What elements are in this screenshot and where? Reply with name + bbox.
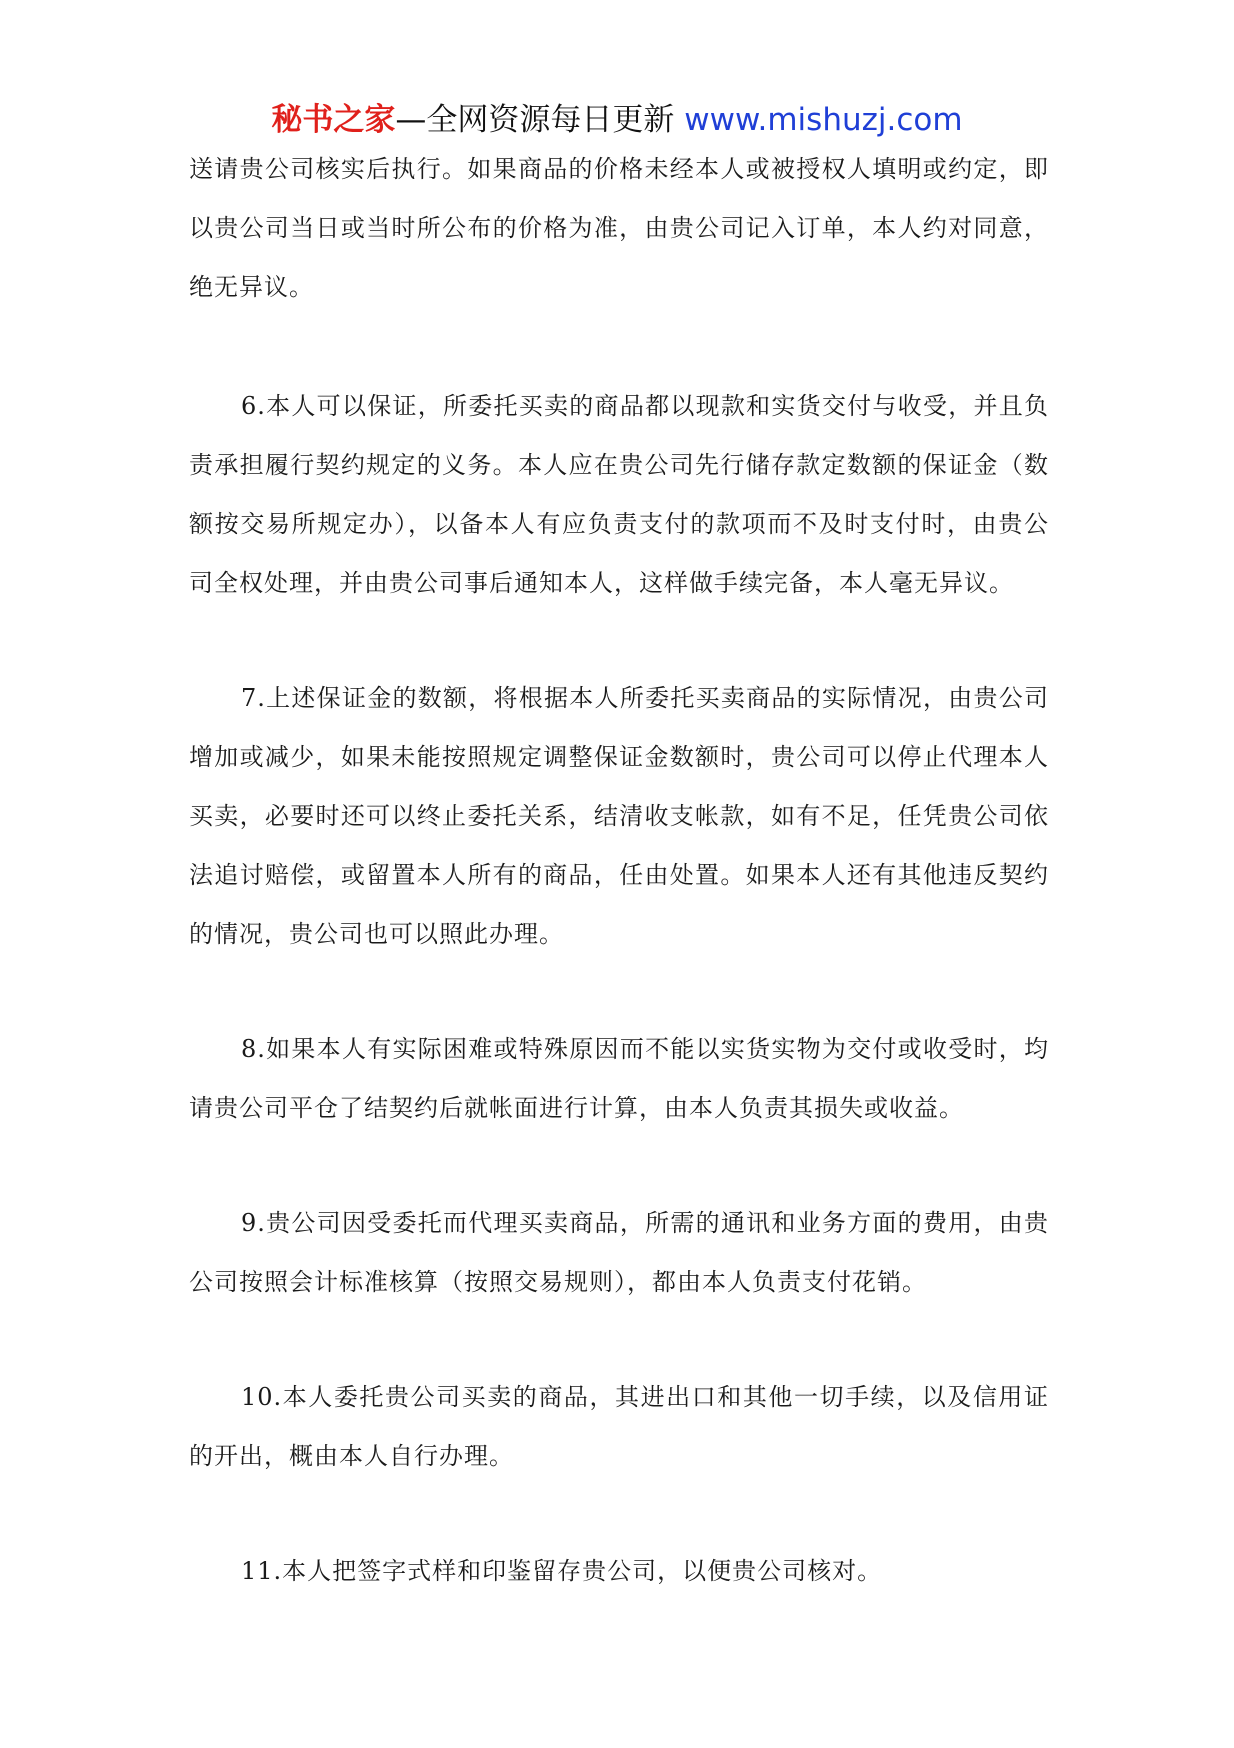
clause-7: 7.上述保证金的数额，将根据本人所委托买卖商品的实际情况，由贵公司增加或减少，如果未能按照规定调整保证金数额时，贵公司可以停止代理本人买卖，必要时还可以终止委托关系，结清收支帐款，如有不足，任凭贵公司依法追讨赔偿，或留置本人所有的商品，任由处置。如果本人还有其他违反契约的情况，贵公司也可以照此办理。 [189, 684, 1049, 948]
clause-9: 9.贵公司因受委托而代理买卖商品，所需的通讯和业务方面的费用，由贵公司按照会计标准核算（按照交易规则），都由本人负责支付花销。 [189, 1209, 1049, 1296]
clause-6: 6.本人可以保证，所委托买卖的商品都以现款和实货交付与收受，并且负责承担履行契约规定的义务。本人应在贵公司先行储存款定数额的保证金（数额按交易所规定办），以备本人有应负责支付的款项而不及时支付时，由贵公司全权处理，并由贵公司事后通知本人，这样做手续完备，本人毫无异议。 [189, 392, 1049, 597]
site-url[interactable]: www.mishuzj.com [684, 102, 963, 138]
clause-10: 10.本人委托贵公司买卖的商品，其进出口和其他一切手续，以及信用证的开出，概由本人自行办理。 [189, 1383, 1049, 1470]
brand-name: 秘书之家 [271, 102, 396, 138]
site-header [0, 100, 1234, 140]
clause-8: 8.如果本人有实际困难或特殊原因而不能以实货实物为交付或收受时，均请贵公司平仓了结契约后就帐面进行计算，由本人负责其损失或收益。 [189, 1035, 1049, 1122]
header-tagline: —全网资源每日更新 [395, 102, 685, 138]
paragraph-continuation: 送请贵公司核实后执行。如果商品的价格未经本人或被授权人填明或约定，即以贵公司当日或当时所公布的价格为准，由贵公司记入订单，本人约对同意，绝无异议。 [189, 155, 1049, 301]
clause-11: 11.本人把签字式样和印鉴留存贵公司，以便贵公司核对。 [241, 1557, 883, 1585]
document-body [189, 140, 1049, 1601]
